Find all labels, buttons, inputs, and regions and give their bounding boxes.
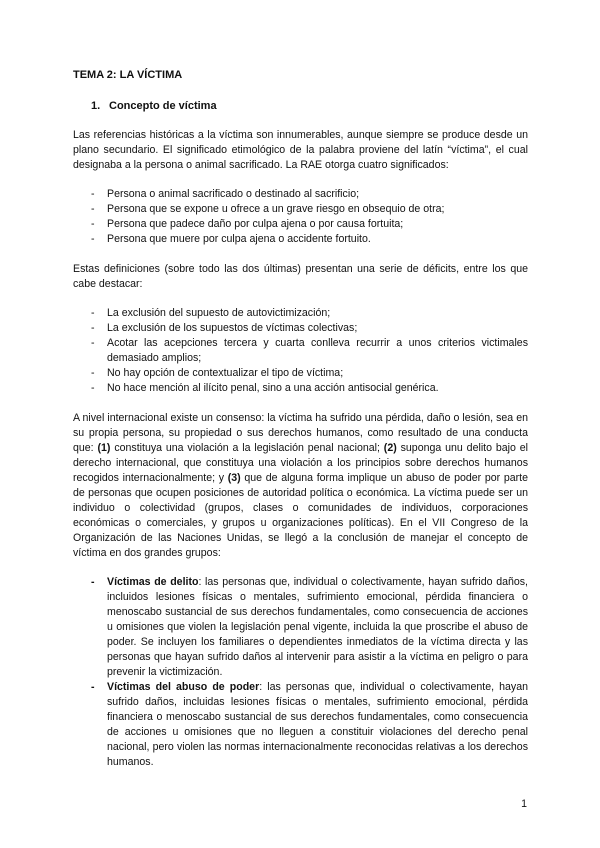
list-item [73,202,528,217]
list-item-text: La exclusión de los supuestos de víctimas colectivas; [107,322,358,334]
dash-marker: - [91,233,95,245]
enum-marker-1: (1) [97,442,111,454]
list-item-text: La exclusión del supuesto de autovictimización; [107,307,331,319]
list-item [73,217,528,232]
group-term: Víctimas de delito [107,576,199,588]
document-body [73,68,528,770]
list-item-text: Persona que se expone u ofrece a un grave riesgo en obsequio de otra; [107,203,445,215]
list-item [73,336,528,366]
group-term: Víctimas del abuso de poder [107,681,260,693]
victim-groups-list [73,575,528,770]
document-title: TEMA 2: LA VÍCTIMA [73,69,183,81]
list-item-text: Acotar las acepciones tercera y cuarta conlleva recurrir a unos criterios victimales demasiado amplios; [107,337,528,364]
section-number: 1. [91,100,101,112]
page-number: 1 [521,798,527,810]
list-item-text: No hace mención al ilícito penal, sino a una acción antisocial genérica. [107,382,439,394]
enum-marker-3: (3) [227,472,241,484]
list-item [73,187,528,202]
consensus-text: A nivel internacional existe un consenso: la víctima ha sufrido una pérdida, daño o lesión, sea en su propia persona, su propiedad o sus derechos humanos, como resultado de una conducta que: [73,412,528,454]
section-title: Concepto de víctima [109,100,217,112]
list-item [73,575,528,680]
dash-marker: - [91,307,95,319]
dash-marker: - [91,203,95,215]
list-item-text: Persona o animal sacrificado o destinado al sacrificio; [107,188,360,200]
consensus-text: suponga unu delito bajo el derecho internacional, que constituya una violación a los principios sobre derechos humanos recogidos internacionalmente; y [73,442,529,484]
list-item [73,680,528,770]
list-item [73,306,528,321]
list-item-text: Persona que padece daño por culpa ajena o por causa fortuita; [107,218,404,230]
deficits-list [73,306,528,396]
group-definition: : las personas que, individual o colectivamente, hayan sufrido daños, incluidas lesiones físicas o mentales, sufrimiento emocional, pérdida financiera o menoscabo sustancial de sus derechos fundamentales, como consecuencia de acciones u omisiones que no lleguen a constituir violaciones del derecho penal nacional, pero violen las normas internacionalmente reconocidas relativas a los derechos humanos. [107,681,528,768]
consensus-paragraph [73,411,528,561]
group-definition: : las personas que, individual o colectivamente, hayan sufrido daños, incluidos lesiones físicas o mentales, sufrimiento emocional, pérdida financiera o menoscabo sustancial de sus derechos fundamentales, como consecuencia de acciones u omisiones que violen la legislación penal vigente, incluida la que proscribe el abuso de poder. Se incluyen los familiares o dependientes inmediatos de la víctima directa y las personas que hayan sufrido daños al intervenir para asistir a la víctima en peligro o para prevenir la victimización. [107,576,529,678]
list-item-text: No hay opción de contextualizar el tipo de víctima; [107,367,344,379]
dash-marker: - [91,681,95,693]
rae-meanings-list [73,187,528,247]
consensus-text: que de alguna forma implique un abuso de poder por parte de personas que ocupen posiciones de autoridad política o económica. La víctima puede ser un individuo o colectividad (grupos, clases o comunidades de individuos, corporaciones económicas o comerciales, y grupos u organizaciones políticas). En el VII Congreso de la Organización de las Naciones Unidas, se llegó a la conclusión de manejar el concepto de víctima en dos grandes grupos: [73,472,528,559]
dash-marker: - [91,576,95,588]
list-item [73,381,528,396]
dash-marker: - [91,218,95,230]
section-heading [73,99,528,114]
dash-marker: - [91,322,95,334]
dash-marker: - [91,337,95,349]
list-item [73,232,528,247]
dash-marker: - [91,367,95,379]
list-item-text: Persona que muere por culpa ajena o accidente fortuito. [107,233,371,245]
intro-paragraph: Las referencias históricas a la víctima son innumerables, aunque siempre se produce desde un plano secundario. El significado etimológico de la palabra proviene del latín “víctima”, el cual designaba a la persona o animal sacrificado. La RAE otorga cuatro significados: [73,129,528,171]
dash-marker: - [91,382,95,394]
list-item [73,366,528,381]
enum-marker-2: (2) [383,442,397,454]
consensus-text: constituya una violación a la legislación penal nacional; [110,442,384,454]
dash-marker: - [91,188,95,200]
deficits-intro-paragraph: Estas definiciones (sobre todo las dos últimas) presentan una serie de déficits, entre los que cabe destacar: [73,263,528,290]
list-item [73,321,528,336]
